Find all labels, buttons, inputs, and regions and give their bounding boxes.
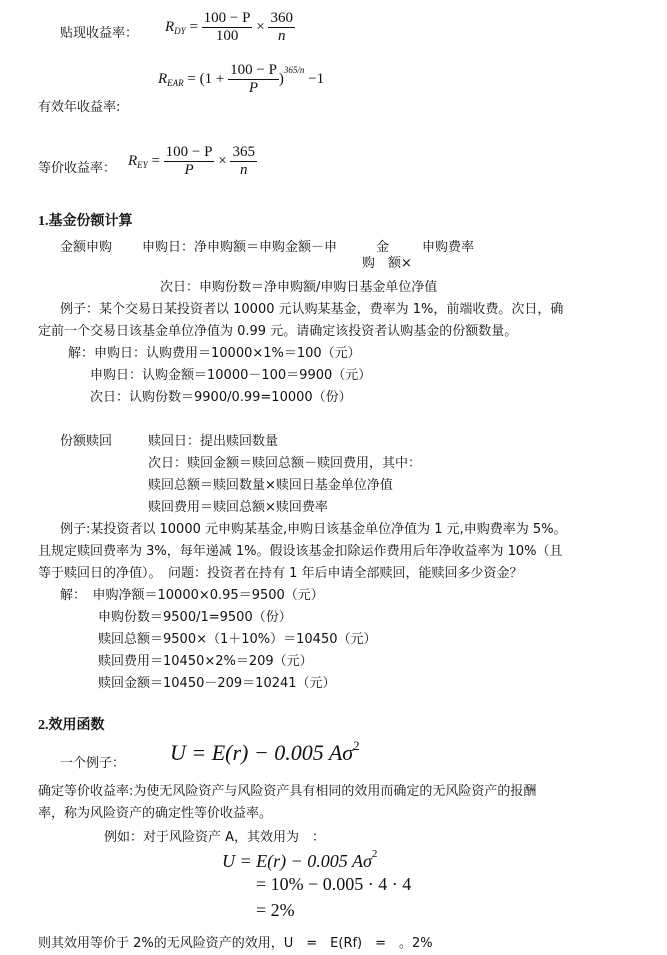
section1-heading: 1.基金份额计算 — [38, 214, 133, 229]
example1-line1: 例子：某个交易日某投资者以 10000 元认购某基金，费率为 1%，前端收费。次日，确 — [60, 302, 564, 317]
example2-line3: 等于赎回日的净值）。 问题：投资者在持有 1 年后申请全部赎回，能赎回多少资金？ — [38, 566, 523, 581]
redeem-line1: 赎回日：提出赎回数量 — [148, 434, 279, 449]
fraction-denominator: P — [228, 79, 279, 97]
utility-calc1-exponent: 2 — [371, 848, 378, 860]
solution2-line5: 赎回金额＝10450－209＝10241（元） — [98, 676, 336, 691]
fraction-denominator: 100 — [202, 27, 253, 45]
formula-exponent: 365/n — [283, 64, 305, 75]
formula-symbol-r: R — [165, 18, 175, 35]
fraction-denominator: n — [230, 161, 257, 179]
formula-minus-one: −1 — [308, 70, 325, 87]
redeem-left-label: 份额赎回 — [60, 434, 113, 449]
fraction-denominator: n — [268, 27, 295, 45]
ey-label: 等价收益率： — [38, 161, 117, 176]
discount-yield-label: 贴现收益率： — [60, 26, 139, 41]
purchase-fee-rate: 申购费率 — [422, 240, 475, 255]
section2-heading: 2.效用函数 — [38, 718, 105, 733]
purchase-next-day: 次日：申购份数＝净申购额/申购日基金单位净值 — [160, 280, 438, 295]
formula-times: × — [256, 18, 265, 35]
utility-formula-exponent: 2 — [353, 738, 360, 753]
solution2-line3: 赎回总额＝9500×（1＋10%）＝10450（元） — [98, 632, 377, 647]
fraction — [228, 62, 279, 97]
formula-subscript: EY — [137, 159, 148, 170]
fraction-numerator: 100 − P — [230, 62, 277, 78]
example2-line1: 例子:某投资者以 10000 元申购某基金,申购日该基金单位净值为 1 元,申购费率为 5%。 — [60, 522, 567, 537]
formula-equals: = — [187, 70, 196, 87]
formula-times: × — [218, 152, 227, 169]
solution1-line1: 解：申购日：认购费用＝10000×1%＝100（元） — [68, 346, 361, 361]
example1-line2: 定前一个交易日该基金单位净值为 0.99 元。请确定该投资者认购基金的份额数量。 — [38, 324, 518, 339]
utility-formula-text: U = E(r) − 0.005 Aσ — [170, 740, 354, 765]
formula-symbol-r: R — [158, 70, 168, 87]
definition-line2: 率，称为风险资产的确定性等价收益率。 — [38, 806, 273, 821]
solution2-line2: 申购份数＝9500/1=9500（份） — [98, 610, 292, 625]
formula-paren-open: (1 + — [199, 70, 225, 87]
fraction — [268, 10, 295, 45]
solution2-line1: 解： 申购净额＝10000×0.95＝9500（元） — [60, 588, 324, 603]
solution2-line4: 赎回费用＝10450×2%＝209（元） — [98, 654, 313, 669]
purchase-day-line: 申购日：净申购额＝申购金额－申 — [142, 240, 338, 255]
utility-calc-line2: = 10% − 0.005 · 4 · 4 — [256, 874, 412, 894]
fraction-numerator: 360 — [270, 10, 293, 26]
example2-line2: 且规定赎回费率为 3%，每年递减 1%。假设该基金扣除运作费用后年净收益率为 10%（且 — [38, 544, 563, 559]
purchase-left-label: 金额申购 — [60, 240, 113, 255]
formula-subscript: EAR — [167, 77, 184, 88]
redeem-line2: 次日：赎回金额＝赎回总额－赎回费用，其中： — [148, 456, 422, 471]
utility-calc-line3: = 2% — [256, 900, 295, 920]
formula-equals: = — [151, 152, 160, 169]
ear-label: 有效年收益率: — [38, 100, 121, 115]
purchase-second-row: 购 额× — [362, 256, 412, 271]
utility-eg-line: 例如：对于风险资产 A，其效用为 ： — [104, 830, 326, 845]
redeem-line3: 赎回总额＝赎回数量×赎回日基金单位净值 — [148, 478, 393, 493]
ey-formula — [128, 144, 257, 179]
utility-formula — [170, 738, 360, 766]
formula-subscript: DY — [174, 25, 186, 36]
ear-formula — [158, 62, 324, 97]
definition-line1: 确定等价收益率:为使无风险资产与风险资产具有相同的效用而确定的无风险资产的报酬 — [38, 784, 537, 799]
utility-example-label: 一个例子： — [60, 756, 126, 771]
fraction — [164, 144, 215, 179]
fraction-numerator: 365 — [232, 144, 255, 160]
formula-symbol-r: R — [128, 152, 138, 169]
utility-calc-line1 — [222, 848, 377, 872]
utility-calc1-text: U = E(r) − 0.005 Aσ — [222, 851, 372, 871]
fraction-numerator: 100 − P — [165, 144, 213, 160]
utility-conclusion: 则其效用等价于 2%的无风险资产的效用，U = E(Rf) = 。2% — [38, 936, 433, 951]
purchase-jin: 金 — [376, 240, 390, 255]
fraction — [230, 144, 257, 179]
discount-yield-formula — [165, 10, 295, 45]
fraction-numerator: 100 − P — [203, 10, 251, 26]
solution1-line2: 申购日：认购金额＝10000－100＝9900（元） — [90, 368, 372, 383]
fraction-denominator: P — [164, 161, 215, 179]
fraction — [202, 10, 253, 45]
formula-paren-close: ) — [278, 70, 284, 87]
redeem-line4: 赎回费用＝赎回总额×赎回费率 — [148, 500, 328, 515]
solution1-line3: 次日：认购份数＝9900/0.99=10000（份） — [90, 390, 352, 405]
formula-equals: = — [189, 18, 198, 35]
